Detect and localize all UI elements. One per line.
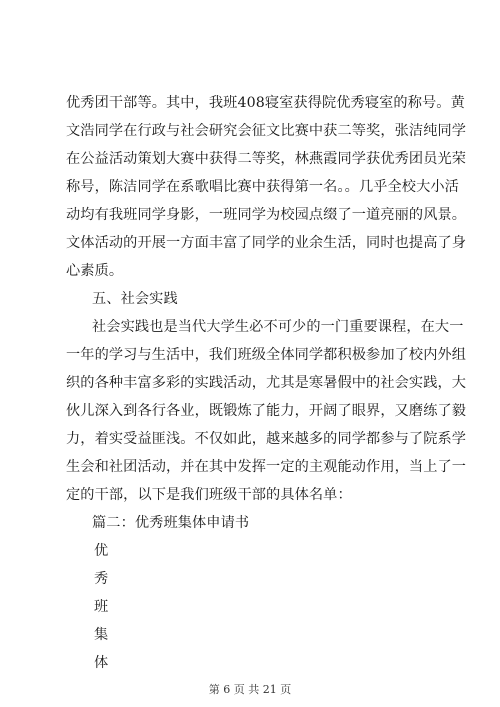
text-line: 一年的学习与生活中，我们班级全体同学都积极参加了校内外组	[66, 347, 467, 363]
text-line: 生会和社团活动，并在其中发挥一定的主观能动作用，当上了一	[66, 459, 467, 475]
page-footer: 第 6 页 共 21 页	[208, 683, 292, 696]
section-heading: 五、社会实践	[92, 291, 178, 307]
text-line: 文体活动的开展一方面丰富了同学的业余生活，同时也提高了身	[66, 235, 467, 251]
text-line: 心素质。	[66, 263, 124, 279]
text-line: 动均有我班同学身影，一班同学为校园点缀了一道亮丽的风景。	[66, 207, 467, 223]
text-line: 称号，陈洁同学在系歌唱比赛中获得第一名。。几乎全校大小活	[66, 179, 459, 195]
text-line: 优秀团干部等。其中，我班408寝室获得院优秀寝室的称号。黄	[66, 95, 465, 111]
text-line: 文浩同学在行政与社会研究会征文比赛中获二等奖，张洁纯同学	[66, 123, 467, 139]
text-line: 力，着实受益匪浅。不仅如此，越来越多的同学都参与了院系学	[66, 431, 467, 447]
text-line: 在公益活动策划大赛中获得二等奖，林燕霞同学获优秀团员光荣	[66, 151, 467, 167]
text-line: 伙儿深入到各行各业，既锻炼了能力，开阔了眼界，又磨练了毅	[66, 403, 467, 419]
vertical-title-char: 体	[94, 655, 109, 671]
part-heading: 篇二：优秀班集体申请书	[92, 515, 250, 531]
vertical-title-char: 优	[94, 543, 109, 559]
document-body	[66, 89, 467, 677]
vertical-title-char: 班	[94, 599, 109, 615]
vertical-title-char: 秀	[94, 571, 109, 587]
vertical-title-char: 集	[94, 627, 109, 643]
text-line: 社会实践也是当代大学生必不可少的一门重要课程，在大一	[92, 319, 464, 335]
text-line: 定的干部，以下是我们班级干部的具体名单：	[66, 487, 352, 503]
text-line: 织的各种丰富多彩的实践活动，尤其是寒暑假中的社会实践，大	[66, 375, 467, 391]
